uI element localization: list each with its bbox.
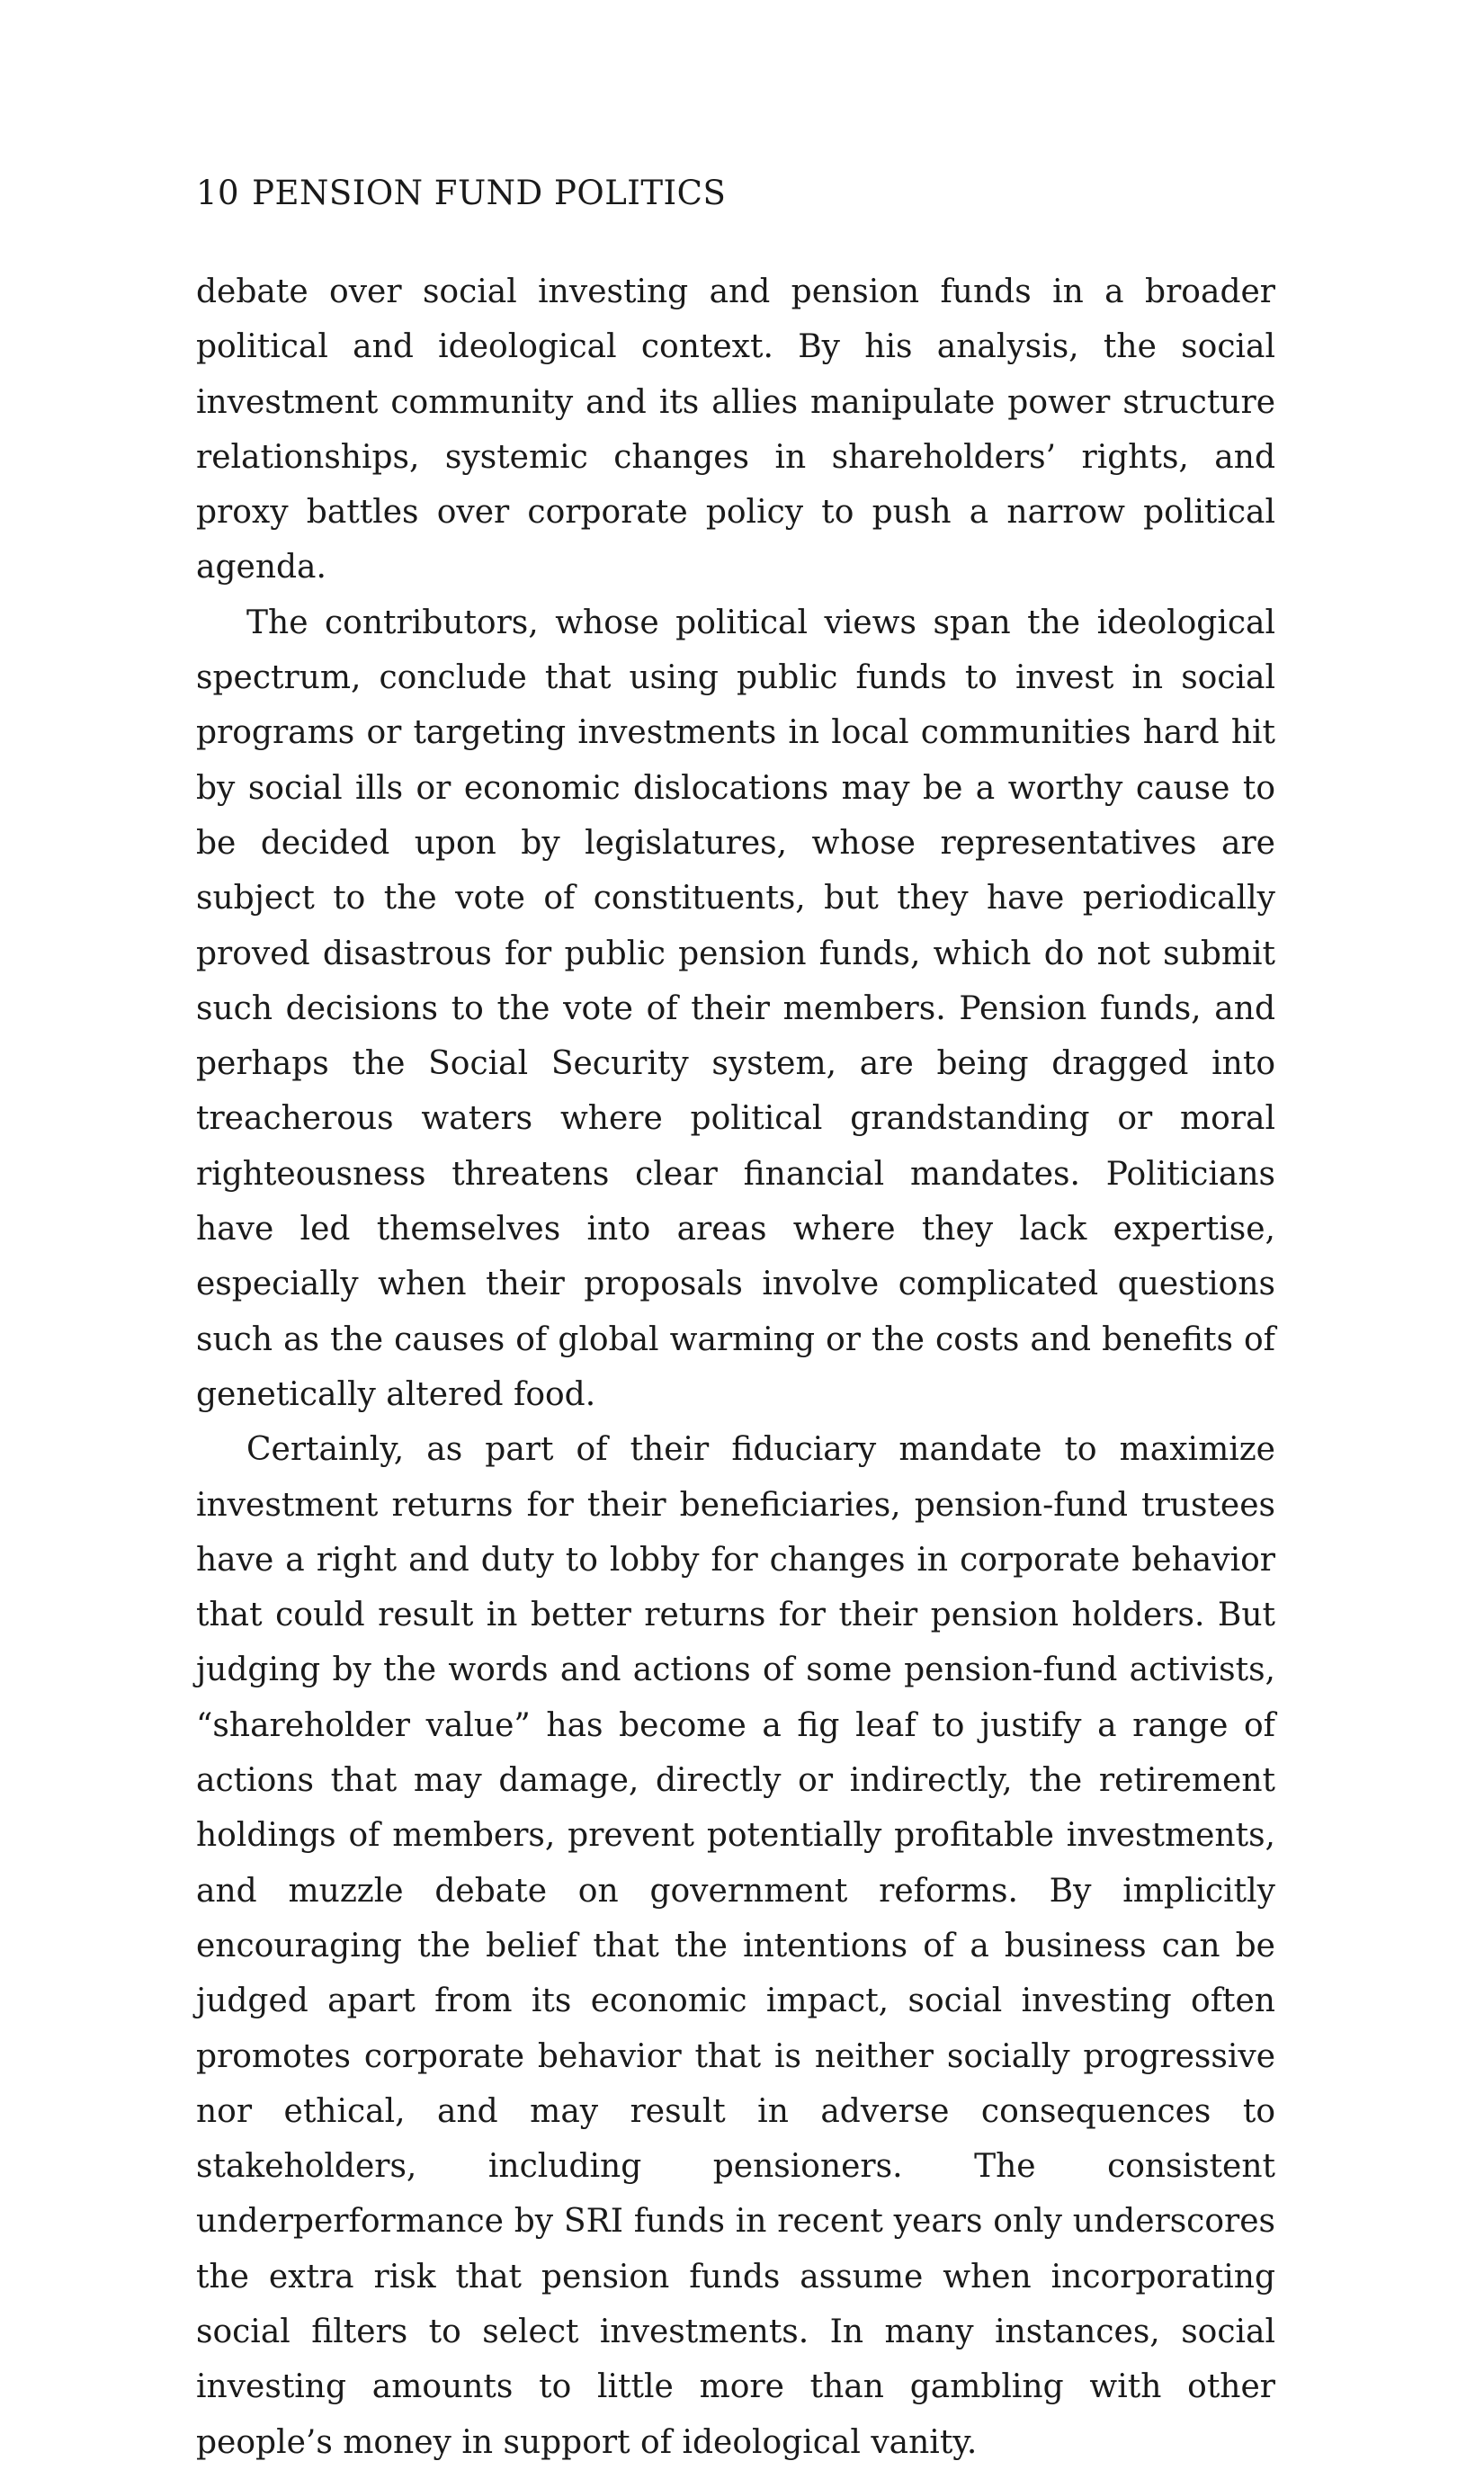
body-text (196, 264, 1275, 2470)
running-head (196, 176, 726, 210)
page-number: 10 (196, 174, 240, 212)
paragraph-continued: debate over social investing and pension funds in a broader political and ideological context. By his analysis, the social investment community and its allies manipulate power structure relationships, systemic changes in shareholders’ rights, and proxy battles over corporate policy to push a narrow political agenda. (196, 273, 1275, 586)
running-head-title: PENSION FUND POLITICS (252, 174, 727, 212)
paragraph-fiduciary: Certainly, as part of their fiduciary mandate to maximize investment returns for their beneficiaries, pension-fund trustees have a right and duty to lobby for changes in corporate behavior that could result in better returns for their pension holders. But judging by the words and actions of some pension-fund activists, “shareholder value” has become a fig leaf to justify a range of actions that may damage, directly or indirectly, the retirement holdings of members, prevent potentially profitable investments, and muzzle debate on government reforms. By implicitly encouraging the belief that the intentions of a business can be judged apart from its economic impact, social investing often promotes corporate behavior that is neither socially progressive nor ethical, and may result in adverse consequences to stakeholders, including pensioners. The consistent underperformance by SRI funds in recent years only underscores the extra risk that pension funds assume when incorporating social filters to select investments. In many instances, social investing amounts to little more than gambling with other people’s money in support of ideological vanity. (196, 1431, 1275, 2461)
paragraph-contributors: The contributors, whose political views span the ideological spectrum, conclude that using public funds to invest in social programs or targeting investments in local communities hard hit by social ills or economic dislocations may be a worthy cause to be decided upon by legislatures, whose representatives are subject to the vote of constituents, but they have periodically proved disastrous for public pension funds, which do not submit such decisions to the vote of their members. Pension funds, and perhaps the Social Security system, are being dragged into treacherous waters where political grandstanding or moral righteousness threatens clear financial mandates. Politicians have led themselves into areas where they lack expertise, especially when their proposals involve complicated questions such as the causes of global warming or the costs and benefits of genetically altered food. (196, 604, 1275, 1413)
